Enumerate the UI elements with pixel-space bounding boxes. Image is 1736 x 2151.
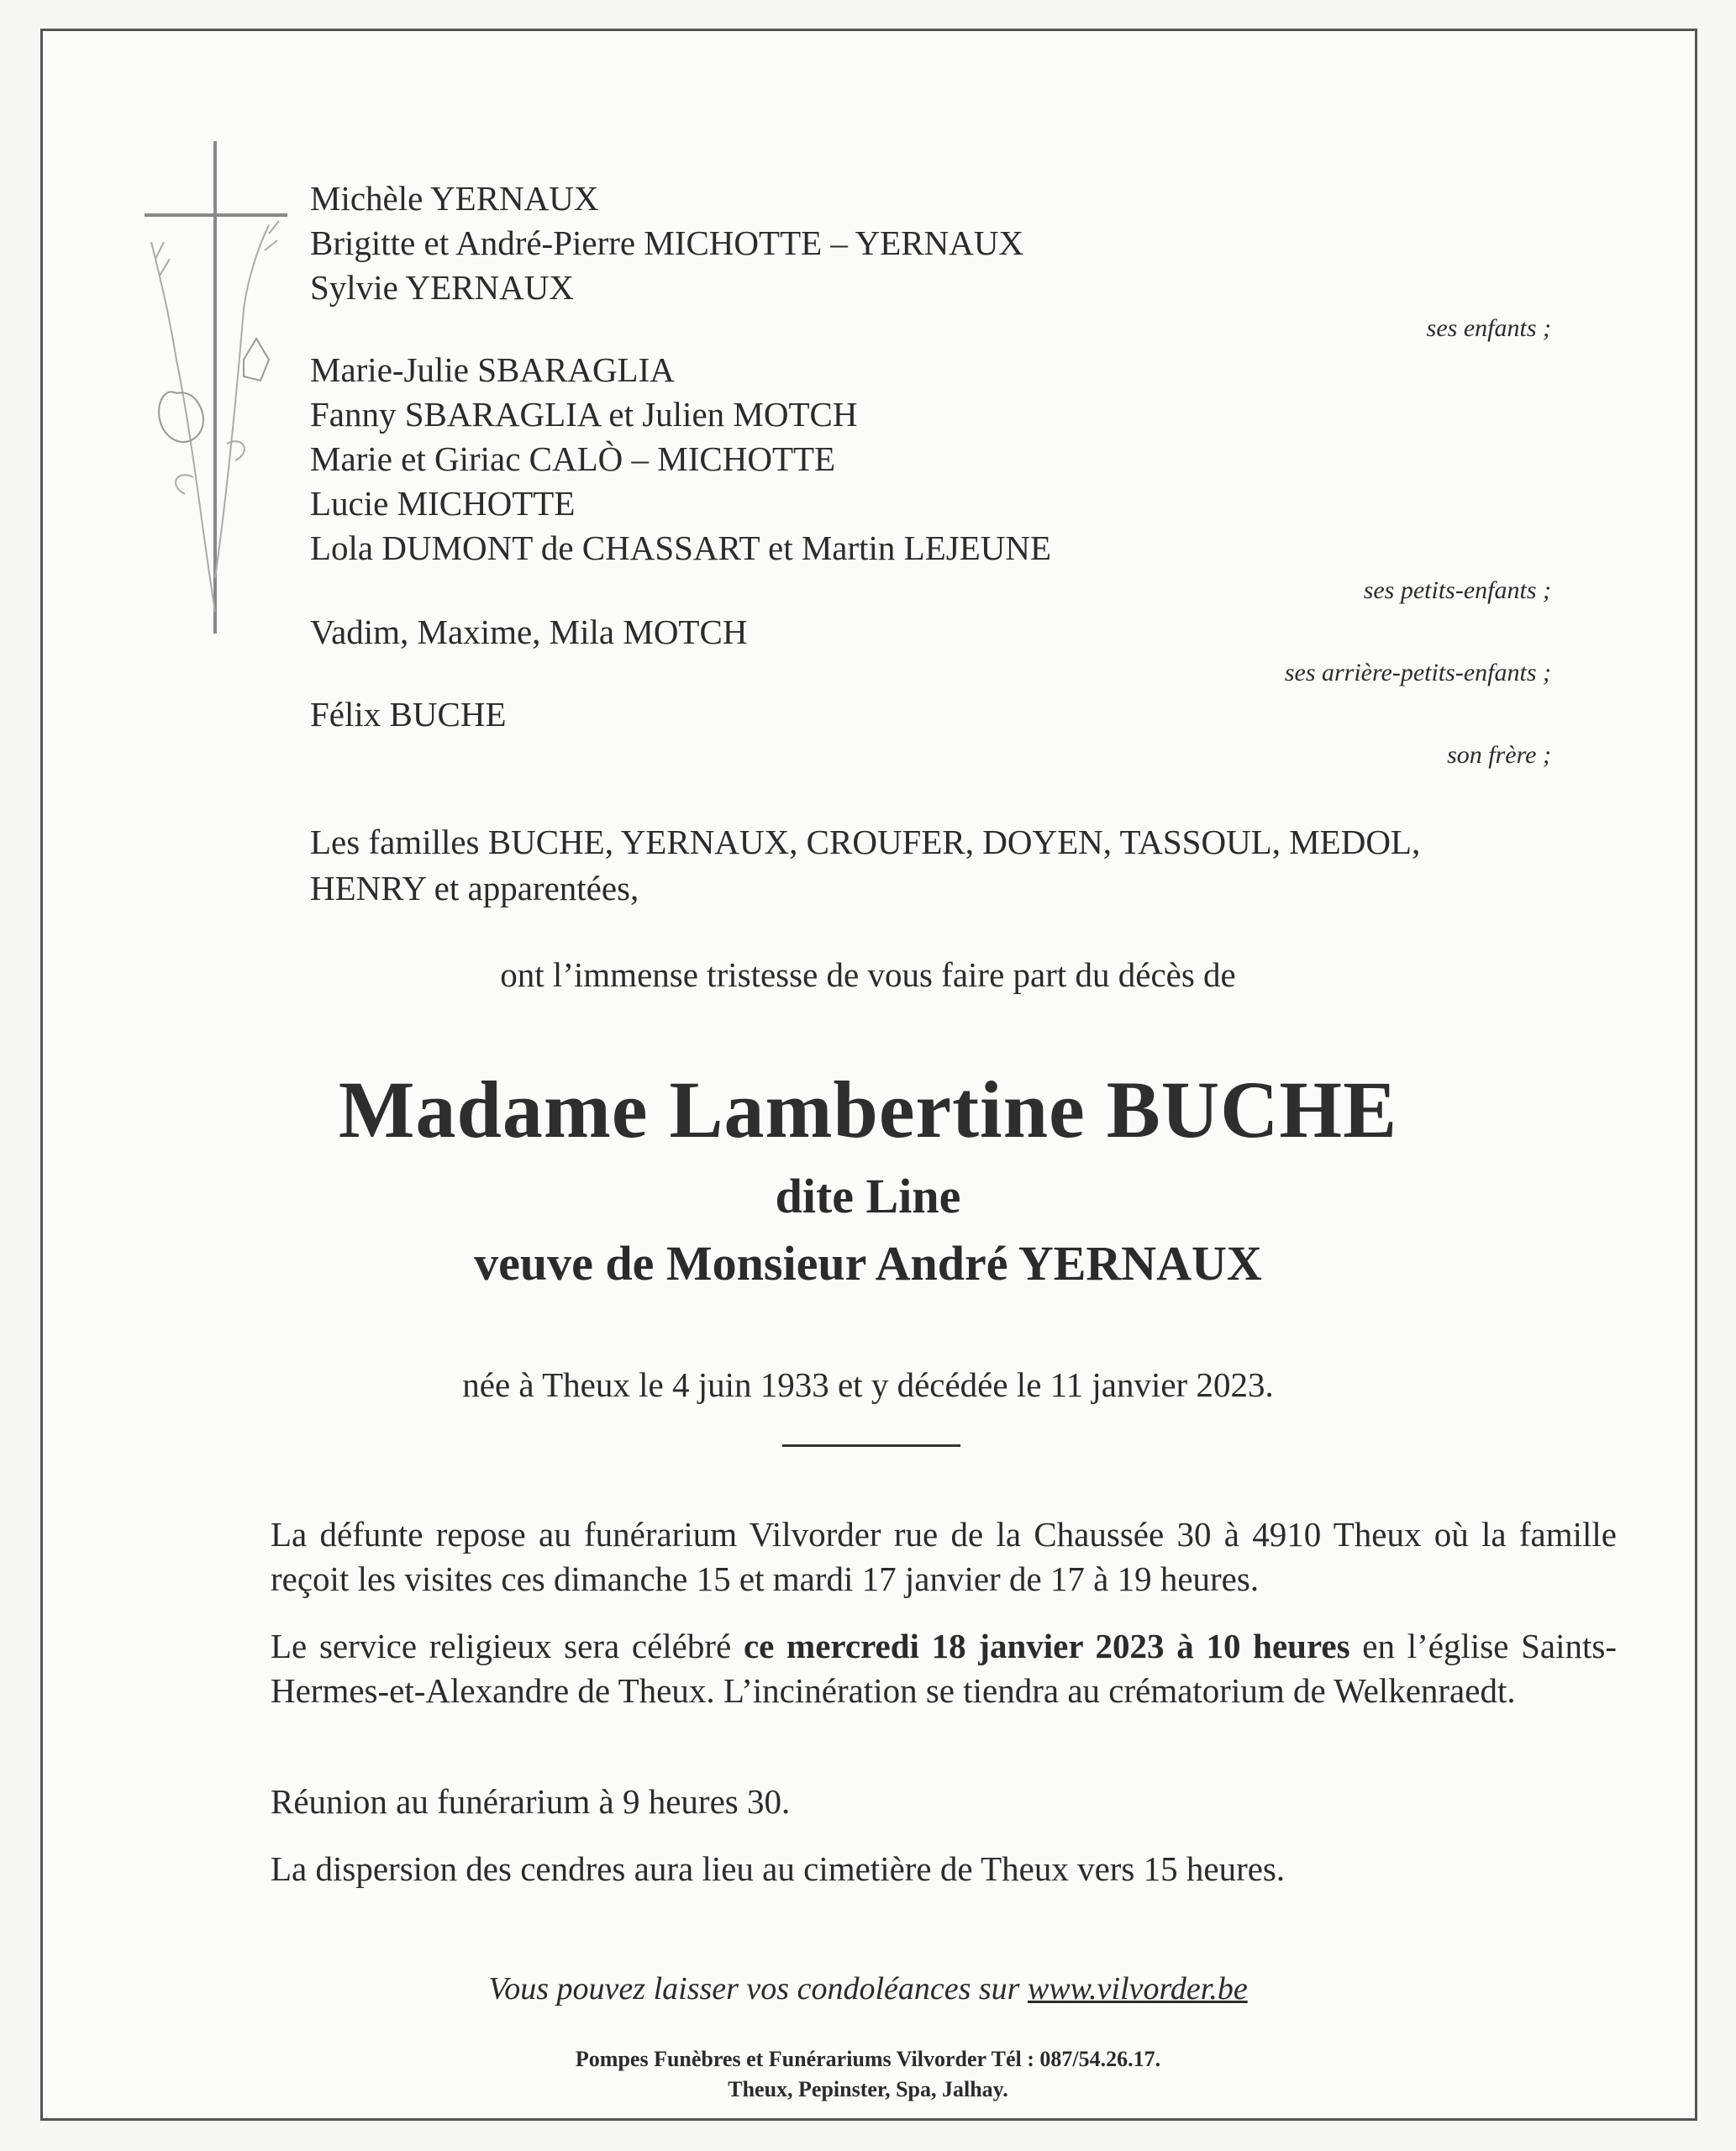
child-name: Michèle YERNAUX <box>310 179 599 218</box>
grandchild-name: Marie et Giriac CALÒ – MICHOTTE <box>310 439 836 478</box>
child-name: Sylvie YERNAUX <box>310 268 574 307</box>
condolences-text: Vous pouvez laisser vos condoléances sur <box>488 1971 1028 2006</box>
grandchild-name: Fanny SBARAGLIA et Julien MOTCH <box>310 395 858 434</box>
families-block <box>310 819 1420 912</box>
brother-name: Félix BUCHE <box>310 695 507 734</box>
cross-with-wheat-icon <box>143 141 294 637</box>
gathering-paragraph: Réunion au funérarium à 9 heures 30. <box>271 1782 791 1821</box>
families-line: HENRY et apparentées, <box>310 869 639 907</box>
footer-line: Pompes Funèbres et Funérariums Vilvorder Tél : 087/54.26.17. <box>575 2047 1161 2071</box>
deceased-dates: née à Theux le 4 juin 1933 et y décédée le 11 janvier 2023. <box>462 1365 1274 1404</box>
great-grandchild-name: Vadim, Maxime, Mila MOTCH <box>310 613 748 651</box>
child-name: Brigitte et André-Pierre MICHOTTE – YERNAUX <box>310 224 1024 262</box>
footer-line: Theux, Pepinster, Spa, Jalhay. <box>728 2077 1008 2101</box>
ashes-paragraph: La dispersion des cendres aura lieu au cimetière de Theux vers 15 heures. <box>271 1849 1286 1888</box>
brother-list <box>310 692 507 737</box>
condolences-line <box>0 1970 1736 2007</box>
children-list <box>310 176 1023 310</box>
families-line: Les familles BUCHE, YERNAUX, CROUFER, DOYEN, TASSOUL, MEDOL, <box>310 823 1421 861</box>
condolences-link[interactable]: www.vilvorder.be <box>1027 1971 1248 2006</box>
visitation-paragraph: La défunte repose au funérarium Vilvorder rue de la Chaussée 30 à 4910 Theux où la famille reçoit les visites ces dimanche 15 et mardi 17 janvier de 17 à 19 heures. <box>271 1515 1617 1598</box>
service-text: Le service religieux sera célébré <box>271 1627 744 1665</box>
grandchildren-list <box>310 348 1051 571</box>
service-date: ce mercredi 18 janvier 2023 à 10 heures <box>743 1627 1350 1665</box>
grandchild-name: Lola DUMONT de CHASSART et Martin LEJEUNE <box>310 529 1052 567</box>
service-paragraph <box>271 1624 1617 1713</box>
great-grandchildren-role: ses arrière-petits-enfants ; <box>1284 659 1551 686</box>
children-role: ses enfants ; <box>1426 314 1551 342</box>
service-text-end: en l’église Saints-Hermes-et-Alexandre de Theux. L’incinération se tiendra au crématorium de Welkenraedt. <box>271 1627 1617 1710</box>
grandchild-name: Marie-Julie SBARAGLIA <box>310 350 675 389</box>
deceased-spouse: veuve de Monsieur André YERNAUX <box>474 1236 1262 1291</box>
announcement-intro: ont l’immense tristesse de vous faire part du décès de <box>500 955 1236 994</box>
separator-line <box>782 1444 960 1447</box>
deceased-name: Madame Lambertine BUCHE <box>338 1065 1398 1154</box>
grandchild-name: Lucie MICHOTTE <box>310 484 576 523</box>
great-grandchildren-list <box>310 610 747 655</box>
grandchildren-role: ses petits-enfants ; <box>1363 576 1551 604</box>
deceased-nickname: dite Line <box>775 1169 961 1223</box>
brother-role: son frère ; <box>1447 741 1551 769</box>
